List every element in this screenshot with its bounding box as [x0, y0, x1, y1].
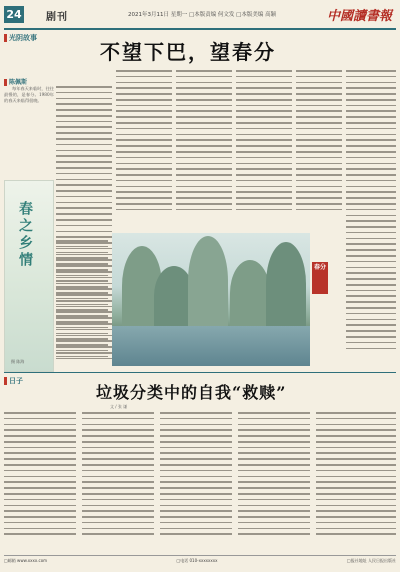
karst-landscape-photo: [112, 233, 310, 366]
bottom-marker-icon: [4, 377, 7, 385]
page-footer: [4, 555, 396, 564]
body-column-6: [296, 70, 342, 215]
footer-left: □邮箱 www.xxxx.com: [4, 558, 48, 563]
bottom-column-2: [82, 412, 154, 539]
footer-right: □报社地址 人民日报出版社: [346, 558, 396, 563]
bottom-column-1: [4, 412, 76, 539]
illustration-caption: 春之乡情: [17, 201, 33, 269]
article-intro: [4, 86, 54, 176]
column-marker-icon: [4, 34, 7, 42]
section-divider: [4, 372, 396, 373]
column-label: 光阴故事: [4, 33, 37, 43]
page-number: 24: [4, 6, 24, 23]
body-column-left-lower: [56, 240, 108, 361]
bottom-headline: 垃圾分类中的自我“救赎”: [96, 383, 287, 402]
section-title: 剧刊: [46, 12, 68, 23]
bottom-column-4: [238, 412, 310, 539]
bottom-column-5: [316, 412, 396, 539]
main-headline: 不望下巴，望春分: [100, 40, 276, 64]
dateline: 2021年3月11日 星期一 □本版责编 何文发 □本版美编 高颖: [128, 12, 277, 18]
bottom-column-label: 日子: [4, 376, 23, 386]
bottom-column-3: [160, 412, 232, 539]
header-rule: [4, 28, 396, 30]
byline-label: 陈佩斯: [4, 77, 27, 86]
body-column-3: [116, 70, 172, 215]
spring-illustration: [4, 180, 54, 372]
bottom-byline: 文 / 张 谦: [110, 404, 128, 409]
page-header: [0, 0, 400, 28]
illustration-credit: 摄 陈海: [11, 359, 25, 364]
body-column-7: [346, 70, 396, 353]
red-seal-stamp: 春分: [312, 262, 328, 294]
newspaper-brand: 中國讀書報: [326, 9, 392, 24]
article-intro-text: 每年春天来临时，往往最慢的，是春分。1980年的春天来临得很晚。: [4, 86, 54, 103]
river: [112, 326, 310, 366]
body-column-5: [236, 70, 292, 215]
byline-marker-icon: [4, 79, 7, 86]
body-column-4: [176, 70, 232, 215]
footer-center: □电话 010-xxxxxxxx: [176, 558, 218, 563]
